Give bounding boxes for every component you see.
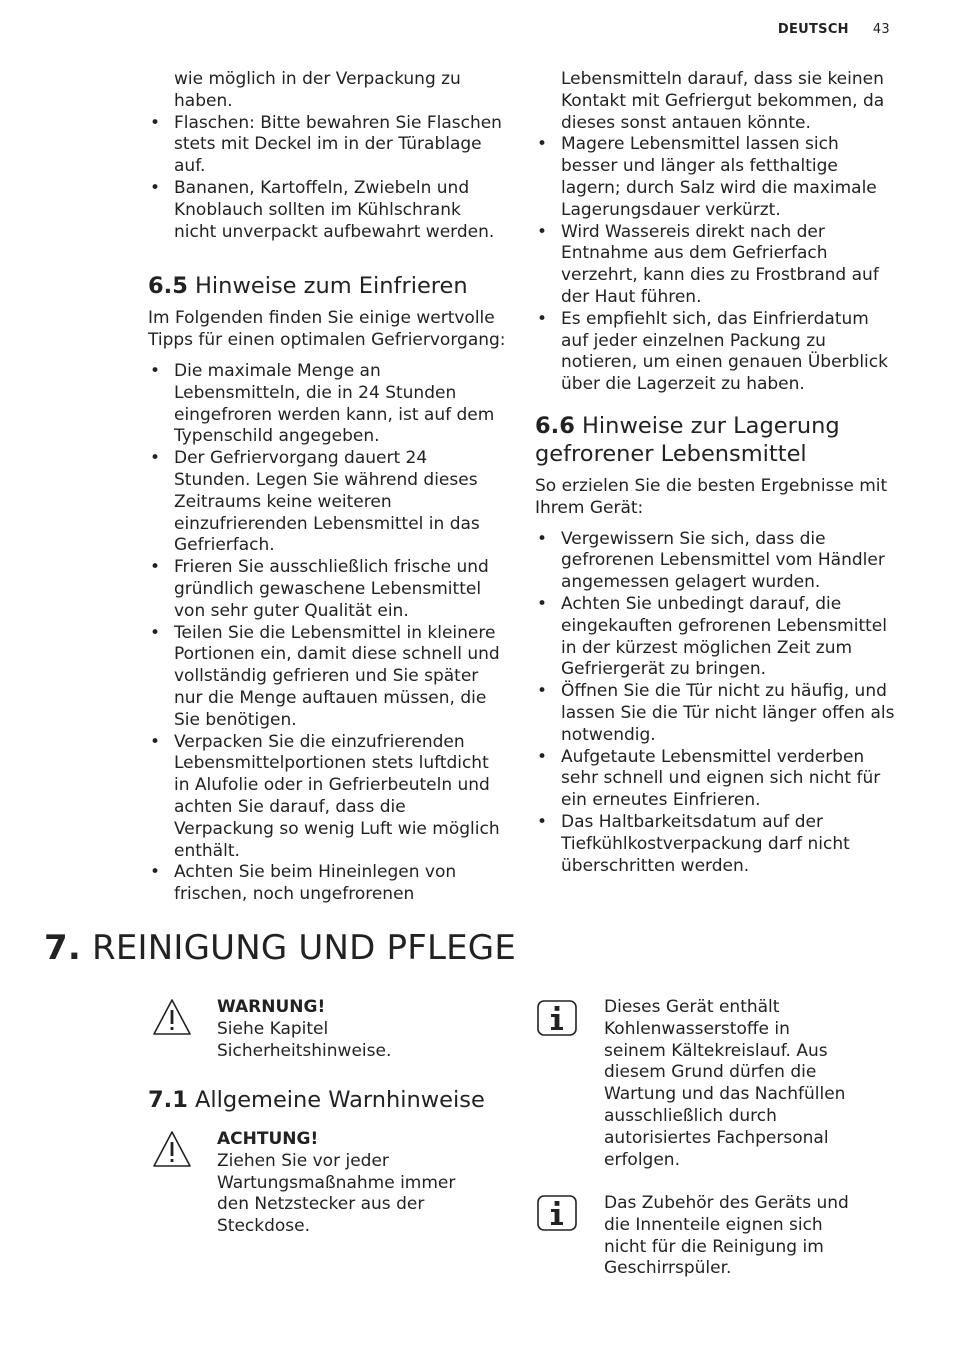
chapter-heading xyxy=(44,926,516,970)
info-note xyxy=(604,997,894,1171)
page-number: 43 xyxy=(872,22,890,37)
list-item: • Die maximale Menge an Lebensmitteln, die in 24 Stunden eingefroren werden kann, ist auf dem Typenschild angegeben. xyxy=(148,361,508,448)
right-column xyxy=(535,69,895,877)
text-line: wie möglich in der Verpackung zu xyxy=(174,69,461,89)
caution-label: ACHTUNG! xyxy=(217,1129,319,1149)
chapter-number: 7. xyxy=(44,928,81,968)
list-item: • Der Gefriervorgang dauert 24 Stunden. Legen Sie während dieses Zeitraums keine weiteren einzufrierenden Lebensmittel in das Gefrierfach. xyxy=(148,448,508,557)
section-intro: So erzielen Sie die besten Ergebnisse mit Ihrem Gerät: xyxy=(535,475,888,518)
list-item: • Aufgetaute Lebensmittel verderben sehr schnell und eignen sich nicht für ein erneutes Einfrieren. xyxy=(535,747,895,812)
text-line: autorisiertes Fachpersonal xyxy=(604,1127,829,1148)
warning-icon xyxy=(152,1130,192,1168)
info-icon xyxy=(537,1000,577,1036)
text-line: Wartung und das Nachfüllen xyxy=(604,1084,846,1105)
section-number: 6.6 xyxy=(535,412,575,439)
list-item: • Öffnen Sie die Tür nicht zu häufig, und lassen Sie die Tür nicht länger offen als notwendig. xyxy=(535,681,895,746)
left-column xyxy=(148,69,508,906)
info-icon xyxy=(537,1195,577,1231)
section-title-line-2: gefrorener Lebensmittel xyxy=(535,440,807,467)
section-number: 6.5 xyxy=(148,273,188,300)
bullet-list xyxy=(535,529,895,878)
continued-text: Lebensmitteln darauf, dass sie keinen Kontakt mit Gefriergut bekommen, da dieses sonst antauen könnte. xyxy=(561,69,885,133)
list-item: • Frieren Sie ausschließlich frische und gründlich gewaschene Lebensmittel von sehr guter Qualität ein. xyxy=(148,557,508,622)
continued-text xyxy=(148,69,508,113)
bullet-list xyxy=(535,134,895,396)
warning-icon xyxy=(152,998,192,1036)
text-line: haben. xyxy=(174,90,233,111)
caution-note xyxy=(217,1129,507,1238)
list-item: • Das Haltbarkeitsdatum auf der Tiefkühlkostverpackung darf nicht überschritten werden. xyxy=(535,812,895,877)
list-item: • Bananen, Kartoffeln, Zwiebeln und Knoblauch sollten im Kühlschrank nicht unverpackt aufbewahrt werden. xyxy=(148,178,508,243)
text-line: seinem Kältekreislauf. Aus xyxy=(604,1040,828,1061)
text-line: Steckdose. xyxy=(217,1216,311,1237)
text-line: Siehe Kapitel xyxy=(217,1018,329,1039)
section-intro: Im Folgenden finden Sie einige wertvolle Tipps für einen optimalen Gefriervorgang: xyxy=(148,308,506,351)
bullet-list xyxy=(148,361,508,906)
section-title: Hinweise zum Einfrieren xyxy=(195,273,468,300)
list-item: • Es empfiehlt sich, das Einfrierdatum auf jeder einzelnen Packung zu notieren, um einen genauen Überblick über die Lagerzeit zu haben. xyxy=(535,309,895,396)
chapter-title: REINIGUNG UND PFLEGE xyxy=(92,928,517,968)
section-heading-7-1 xyxy=(148,1086,485,1114)
section-heading-6-5 xyxy=(148,272,508,300)
section-title: Allgemeine Warnhinweise xyxy=(195,1087,485,1113)
text-line: den Netzstecker aus der xyxy=(217,1194,425,1215)
list-item: • Achten Sie unbedingt darauf, die eingekauften gefrorenen Lebensmittel in der kürzest möglichen Zeit zum Gefriergerät zu bringen. xyxy=(535,594,895,681)
text-line: Ziehen Sie vor jeder xyxy=(217,1150,389,1171)
text-line: Geschirrspüler. xyxy=(604,1258,732,1279)
text-line: die Innenteile eignen sich xyxy=(604,1214,823,1235)
section-number: 7.1 xyxy=(148,1087,188,1113)
list-item: • Teilen Sie die Lebensmittel in kleinere Portionen ein, damit diese schnell und vollständig gefrieren und Sie später nur die Menge auftauen müssen, die Sie benötigen. xyxy=(148,623,508,732)
text-line: ausschließlich durch xyxy=(604,1105,777,1126)
section-heading-6-6 xyxy=(535,412,895,468)
warning-label: WARNUNG! xyxy=(217,997,326,1017)
page-header xyxy=(778,22,890,37)
list-item: • Magere Lebensmittel lassen sich besser und länger als fetthaltige lagern; durch Salz wird die maximale Lagerungsdauer verkürzt. xyxy=(535,134,895,221)
text-line: diesem Grund dürfen die xyxy=(604,1062,817,1083)
list-item: • Flaschen: Bitte bewahren Sie Flaschen stets mit Deckel im in der Türablage auf. xyxy=(148,113,508,178)
text-line: Kohlenwasserstoffe in xyxy=(604,1018,790,1039)
language-label: DEUTSCH xyxy=(777,22,849,37)
text-line: Sicherheitshinweise. xyxy=(217,1040,392,1061)
info-note xyxy=(604,1193,894,1280)
list-item: • Wird Wassereis direkt nach der Entnahme aus dem Gefrierfach verzehrt, kann dies zu Frostbrand auf der Haut führen. xyxy=(535,222,895,309)
text-line: nicht für die Reinigung im xyxy=(604,1236,824,1257)
text-line: erfolgen. xyxy=(604,1149,680,1170)
section-title: Hinweise zur Lagerung xyxy=(582,412,840,439)
text-line: Wartungsmaßnahme immer xyxy=(217,1172,456,1193)
text-line: Das Zubehör des Geräts und xyxy=(604,1193,849,1213)
list-item: • Vergewissern Sie sich, dass die gefrorenen Lebensmittel vom Händler angemessen gelagert wurden. xyxy=(535,529,895,594)
list-item: • Verpacken Sie die einzufrierenden Lebensmittelportionen stets luftdicht in Alufolie oder in Gefrierbeuteln und achten Sie darauf, dass die Verpackung so wenig Luft wie möglich enthält. xyxy=(148,732,508,863)
text-line: Dieses Gerät enthält xyxy=(604,997,780,1017)
warning-note xyxy=(217,997,507,1062)
list-item: • Achten Sie beim Hineinlegen von frischen, noch ungefrorenen xyxy=(148,862,508,906)
bullet-list xyxy=(148,113,508,244)
